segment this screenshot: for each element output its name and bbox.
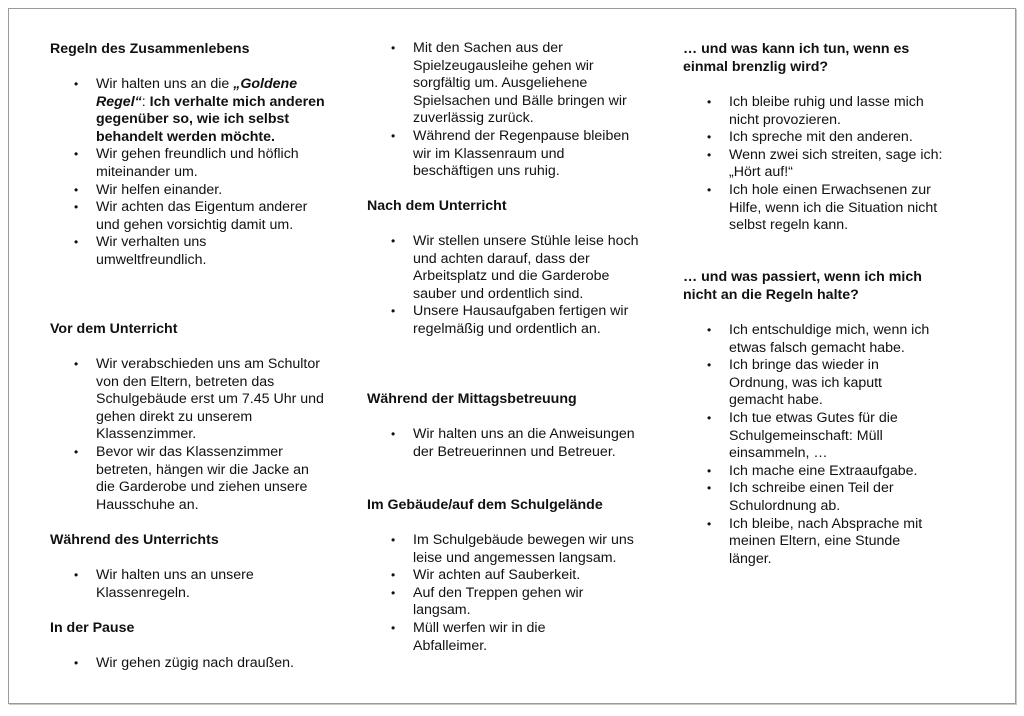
bullet-icon (391, 40, 403, 58)
list-item: • Ich bleibe ruhig und lasse mich nicht provozieren. (683, 94, 963, 129)
section-gebaeude-schulgelaende (367, 497, 657, 515)
list-item: • Bevor wir das Klassenzimmer betreten, hängen wir die Jacke an die Garderobe und ziehen unsere Hausschuhe an. (50, 444, 335, 514)
list-regeln (50, 76, 330, 270)
bullet-icon (707, 410, 719, 428)
section-mittagsbetreuung (367, 391, 647, 409)
list-item: • Unsere Hausaufgaben fertigen wir regelmäßig und ordentlich an. (367, 303, 649, 338)
bullet-icon (707, 322, 719, 340)
list-item: • Wir stellen unsere Stühle leise hoch und achten darauf, dass der Arbeitsplatz und die Garderobe sauber und ordentlich sind. (367, 233, 649, 303)
bullet-icon (707, 147, 719, 165)
list-mittagsbetreuung (367, 426, 649, 461)
list-nach-dem-unterricht (367, 233, 649, 339)
list-item: • Ich spreche mit den anderen. (683, 129, 963, 147)
bullet-icon (74, 199, 86, 217)
list-pause-continued (367, 40, 647, 181)
bullet-icon (391, 585, 403, 603)
bullet-icon (391, 620, 403, 638)
section-heading: In der Pause (50, 620, 135, 636)
section-regelverstoss (683, 269, 958, 304)
goldene-regel-term: „Goldene Regel“ (96, 76, 298, 110)
list-item: • Wir verabschieden uns am Schultor von den Eltern, betreten das Schulgebäude erst um 7.45 Uhr und gehen direkt zu unserem Klassenzimmer. (50, 356, 335, 444)
section-heading: Vor dem Unterricht (50, 321, 178, 337)
list-item: • Auf den Treppen gehen wir langsam. (367, 585, 647, 620)
bullet-icon (74, 234, 86, 252)
bullet-icon (707, 516, 719, 534)
section-regeln-des-zusammenlebens (50, 41, 330, 59)
list-in-der-pause (50, 655, 340, 673)
list-item: • Wir gehen zügig nach draußen. (50, 655, 340, 673)
list-item: • Ich bleibe, nach Absprache mit meinen Eltern, eine Stunde länger. (683, 516, 963, 569)
list-item: • Ich hole einen Erwachsenen zur Hilfe, wenn ich die Situation nicht selbst regeln kann. (683, 182, 963, 235)
list-item: • Während der Regenpause bleiben wir im Klassenraum und beschäftigen uns ruhig. (367, 128, 647, 181)
bullet-icon (391, 567, 403, 585)
section-heading: Nach dem Unterricht (367, 198, 507, 214)
bullet-icon (707, 463, 719, 481)
list-regelverstoss (683, 322, 963, 568)
bullet-icon (707, 129, 719, 147)
section-heading: Im Gebäude/auf dem Schulgelände (367, 497, 603, 513)
list-item: • Wir halten uns an die Anweisungen der Betreuerinnen und Betreuer. (367, 426, 649, 461)
bullet-icon (391, 532, 403, 550)
bullet-icon (74, 444, 86, 462)
list-waehrend-des-unterrichts (50, 567, 330, 602)
bullet-icon (74, 356, 86, 374)
list-item: • Wir achten das Eigentum anderer und gehen vorsichtig damit um. (50, 199, 330, 234)
section-heading: … und was passiert, wenn ich mich nicht an die Regeln halte? (683, 269, 922, 303)
list-item: • Wir achten auf Sauberkeit. (367, 567, 647, 585)
bullet-icon (74, 76, 86, 94)
list-vor-dem-unterricht (50, 356, 335, 514)
section-brenzlig (683, 41, 958, 76)
list-item: • Ich schreibe einen Teil der Schulordnung ab. (683, 480, 963, 515)
bullet-icon (74, 182, 86, 200)
goldene-regel-text: Ich verhalte mich anderen gegenüber so, wie ich selbst behandelt werden möchte. (96, 93, 325, 145)
list-item: • Müll werfen wir in die Abfalleimer. (367, 620, 647, 655)
section-heading: … und was kann ich tun, wenn es einmal brenzlig wird? (683, 41, 910, 75)
bullet-icon (74, 567, 86, 585)
list-item: • Ich tue etwas Gutes für die Schulgemeinschaft: Müll einsammeln, … (683, 410, 963, 463)
list-item: • Wenn zwei sich streiten, sage ich: „Hört auf!“ (683, 147, 963, 182)
section-vor-dem-unterricht (50, 321, 330, 339)
section-heading: Während des Unterrichts (50, 532, 219, 548)
list-gebaeude-schulgelaende (367, 532, 647, 655)
list-item: • Wir halten uns an unsere Klassenregeln. (50, 567, 330, 602)
list-item: • Wir verhalten uns umweltfreundlich. (50, 234, 330, 269)
list-item: • Ich mache eine Extraaufgabe. (683, 463, 963, 481)
list-item: • Wir gehen freundlich und höflich miteinander um. (50, 146, 330, 181)
bullet-icon (707, 357, 719, 375)
bullet-icon (391, 426, 403, 444)
bullet-icon (707, 94, 719, 112)
list-item: • Wir halten uns an die „Goldene Regel“: Ich verhalte mich anderen gegenüber so, wie ich selbst behandelt werden möchte. (50, 76, 330, 146)
section-waehrend-des-unterrichts (50, 532, 330, 550)
list-brenzlig (683, 94, 963, 235)
bullet-icon (391, 128, 403, 146)
list-item: • Ich entschuldige mich, wenn ich etwas falsch gemacht habe. (683, 322, 963, 357)
bullet-icon (707, 182, 719, 200)
bullet-icon (391, 303, 403, 321)
section-in-der-pause (50, 620, 330, 638)
list-item: • Wir helfen einander. (50, 182, 330, 200)
bullet-icon (74, 146, 86, 164)
bullet-icon (707, 480, 719, 498)
section-nach-dem-unterricht (367, 198, 647, 216)
section-heading: Regeln des Zusammenlebens (50, 41, 250, 57)
bullet-icon (391, 233, 403, 251)
bullet-icon (74, 655, 86, 673)
list-item: • Im Schulgebäude bewegen wir uns leise und angemessen langsam. (367, 532, 647, 567)
section-heading: Während der Mittagsbetreuung (367, 391, 577, 407)
list-item: • Mit den Sachen aus der Spielzeugausleihe gehen wir sorgfältig um. Ausgeliehene Spielsachen und Bälle bringen wir zuverlässig zurück. (367, 40, 647, 128)
list-item: • Ich bringe das wieder in Ordnung, was ich kaputt gemacht habe. (683, 357, 963, 410)
